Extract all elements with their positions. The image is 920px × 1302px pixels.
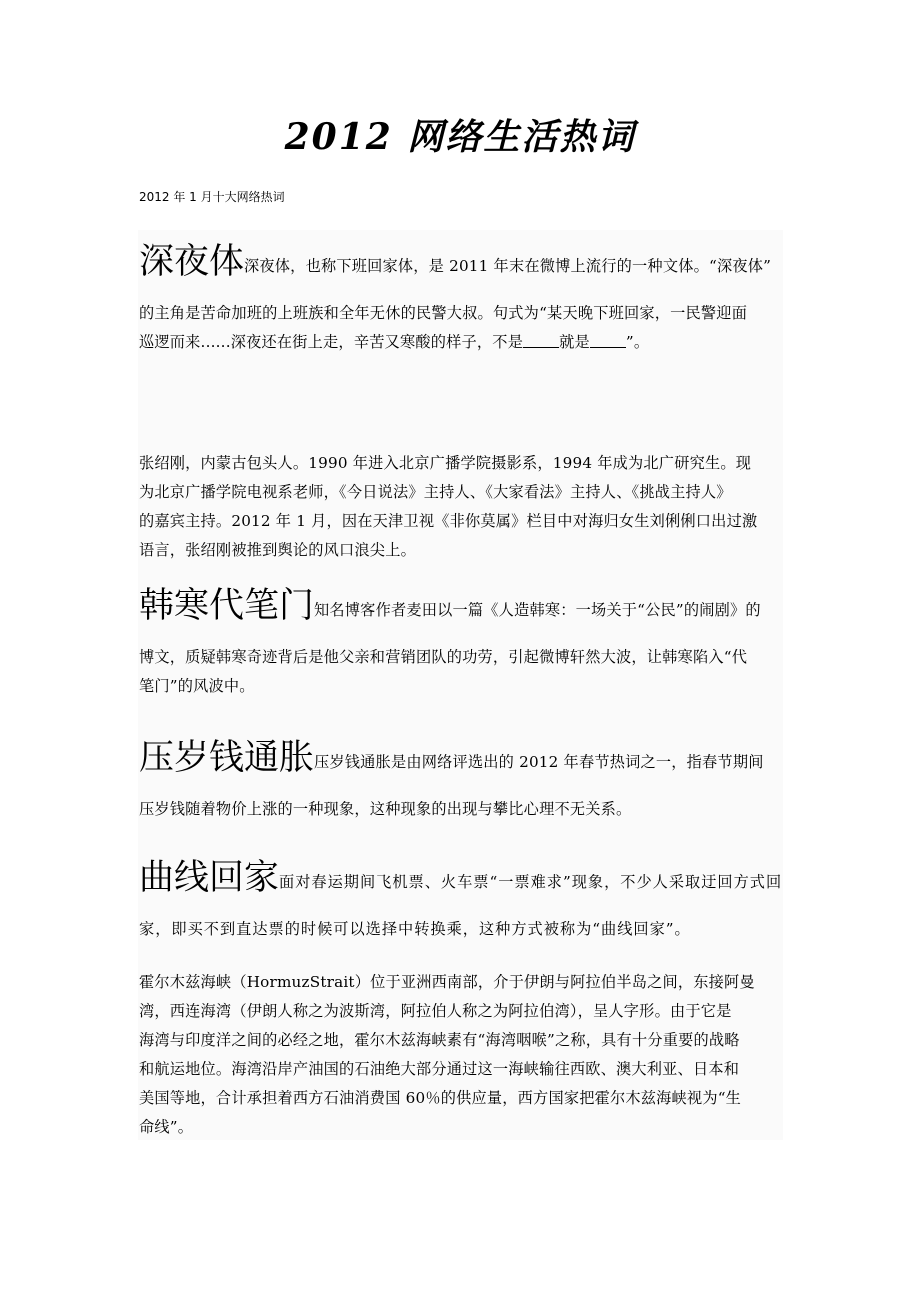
- entry-shenyeti: [139, 241, 784, 357]
- entry-yasuiqian-tongzhang: [139, 737, 784, 824]
- paragraph-line: 美国等地，合计承担着西方石油消费国 60％的供应量，西方国家把霍尔木兹海峡视为“生: [139, 1089, 742, 1107]
- headword: 压岁钱通胀: [139, 738, 315, 778]
- entry-text: 就是: [559, 333, 590, 351]
- entry-text: 巡逻而来......深夜还在街上走，辛苦又寒酸的样子，不是: [139, 333, 524, 351]
- paragraph-line: 海湾与印度洋之间的必经之地，霍尔木兹海峡素有“海湾咽喉”之称，具有十分重要的战略: [139, 1031, 740, 1049]
- paragraph-hormuz-strait: [139, 968, 784, 1142]
- paragraph-line: 张绍刚，内蒙古包头人。1990 年进入北京广播学院摄影系，1994 年成为北广研究生。现: [139, 454, 752, 472]
- fill-blank: [590, 333, 626, 348]
- entry-text: 笔门”的风波中。: [139, 677, 255, 695]
- paragraph-line: 湾，西连海湾（伊朗人称之为波斯湾，阿拉伯人称之为阿拉伯湾），呈人字形。由于它是: [139, 1002, 732, 1020]
- paragraph-line: 和航运地位。海湾沿岸产油国的石油绝大部分通过这一海峡输往西欧、澳大利亚、日本和: [139, 1060, 740, 1078]
- entry-text: 的主角是苦命加班的上班族和全年无休的民警大叔。句式为“某天晚下班回家，一民警迎面: [139, 304, 748, 322]
- paragraph-line: 为北京广播学院电视系老师，《今日说法》主持人、《大家看法》主持人、《挑战主持人》: [139, 483, 732, 501]
- paragraph-line: 的嘉宾主持。2012 年 1 月，因在天津卫视《非你莫属》栏目中对海归女生刘俐俐口出过激: [139, 512, 758, 530]
- entry-text: 家，即买不到直达票的时候可以选择中转换乘，这种方式被称为“曲线回家”。: [139, 920, 691, 938]
- entry-text: 知名博客作者麦田以一篇《人造韩寒：一场关于“公民”的闹剧》的: [314, 601, 761, 619]
- entry-text: 博文，质疑韩寒奇迹背后是他父亲和营销团队的功劳，引起微博轩然大波，让韩寒陷入“代: [139, 648, 748, 666]
- entry-quxian-huijia: [139, 857, 784, 944]
- page-subtitle: 2012 年 1 月十大网络热词: [139, 190, 285, 204]
- paragraph-line: 命线”。: [139, 1118, 194, 1136]
- entry-text: 面对春运期间飞机票、火车票“一票难求”现象，不少人采取迂回方式回: [279, 873, 783, 891]
- entry-text: 压岁钱随着物价上涨的一种现象，这种现象的出现与攀比心理不无关系。: [139, 800, 632, 818]
- paragraph-line: 霍尔木兹海峡（HormuzStrait）位于亚洲西南部，介于伊朗与阿拉伯半岛之间，东接阿曼: [139, 973, 755, 991]
- paragraph-line: 语言，张绍刚被推到舆论的风口浪尖上。: [139, 541, 416, 559]
- entry-text: 压岁钱通胀是由网络评选出的 2012 年春节热词之一，指春节期间: [314, 753, 764, 771]
- headword: 深夜体: [139, 242, 245, 282]
- page-title: 2012 网络生活热词: [284, 116, 636, 158]
- paragraph-zhangshaogang: [139, 449, 784, 565]
- entry-text: 深夜体，也称下班回家体，是 2011 年末在微博上流行的一种文体。“深夜体”: [244, 257, 772, 275]
- headword: 韩寒代笔门: [139, 586, 315, 626]
- entry-text: ”。: [625, 333, 650, 351]
- headword: 曲线回家: [139, 858, 280, 898]
- fill-blank: [523, 333, 559, 348]
- entry-hanhan-daibimen: [139, 585, 784, 701]
